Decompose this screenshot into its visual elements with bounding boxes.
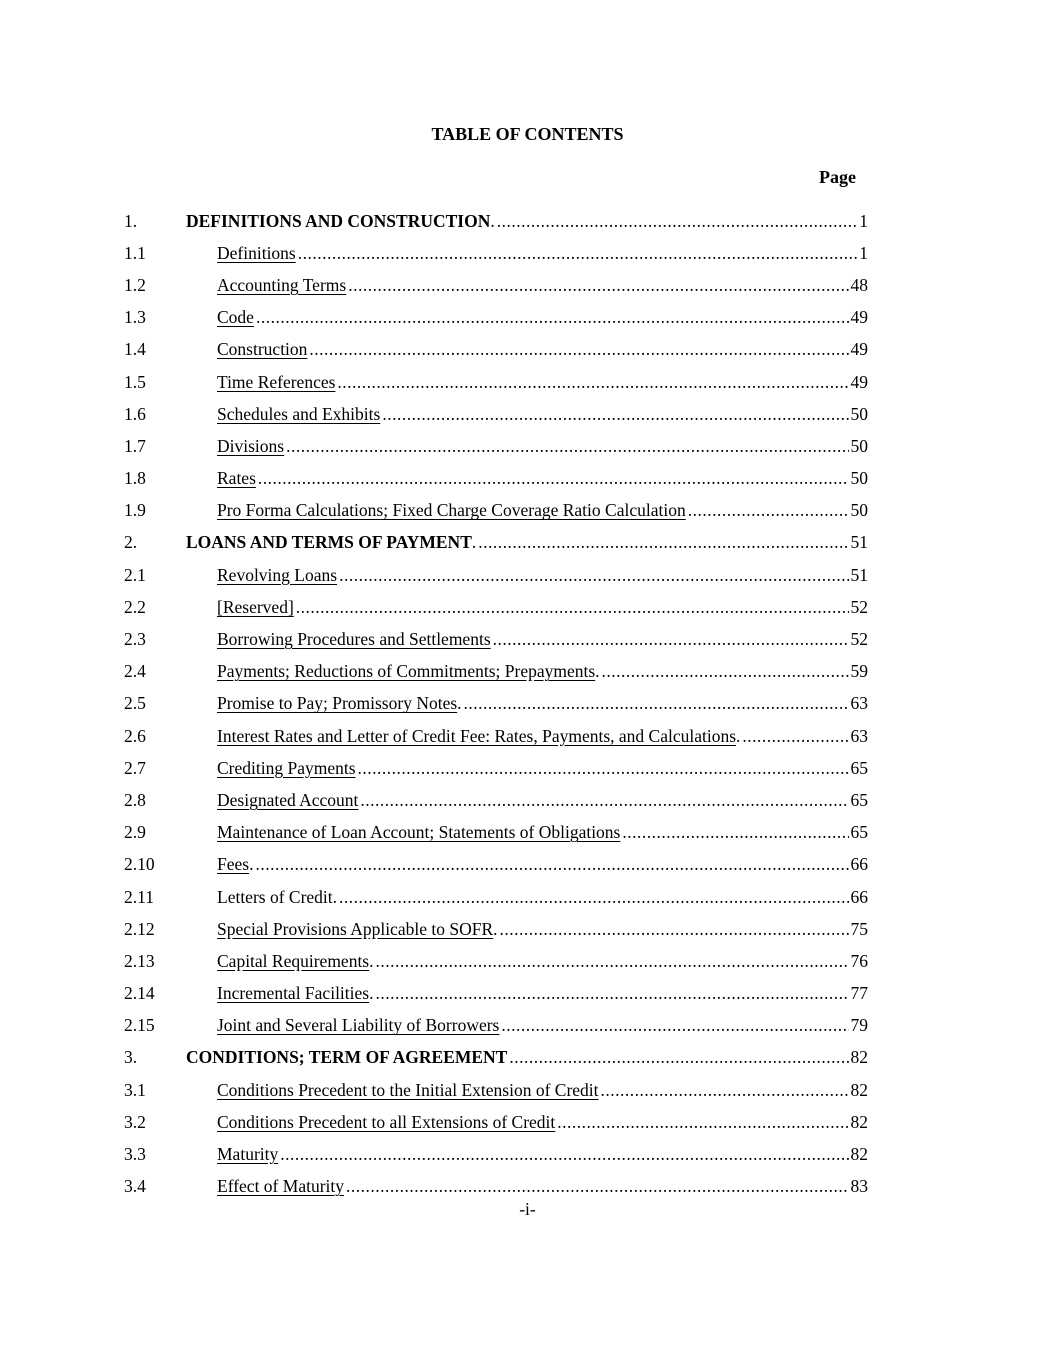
dot-leader — [688, 500, 849, 521]
dot-leader — [256, 307, 849, 328]
toc-entry-suffix: . — [471, 532, 477, 553]
toc-entry-page: 82 — [850, 1144, 868, 1165]
dot-leader — [280, 1144, 848, 1165]
toc-entry-number: 2.14 — [124, 983, 155, 1004]
toc-entry-number: 2.9 — [124, 822, 146, 843]
toc-entry-link[interactable]: Joint and Several Liability of Borrowers — [217, 1015, 500, 1036]
toc-entry[interactable] — [124, 591, 868, 623]
toc-entry-page: 51 — [850, 532, 868, 553]
toc-entry-link[interactable]: Accounting Terms — [217, 274, 347, 295]
dot-leader — [339, 565, 848, 586]
toc-entry-link[interactable]: Pro Forma Calculations; Fixed Charge Coverage Ratio Calculation — [217, 500, 686, 521]
dot-leader — [382, 404, 848, 425]
toc-entry[interactable] — [124, 334, 868, 366]
toc-entry-number: 2. — [124, 532, 138, 553]
dot-leader — [258, 468, 849, 489]
dot-leader — [375, 983, 848, 1004]
toc-entry[interactable] — [124, 398, 868, 430]
toc-entry-number: 2.3 — [124, 629, 146, 650]
toc-entry-number: 1.4 — [124, 339, 146, 360]
toc-entry-suffix: . — [457, 693, 462, 714]
dot-leader — [478, 532, 848, 553]
toc-entry-suffix: . — [490, 210, 495, 231]
toc-entry — [124, 1042, 868, 1074]
toc-entry-number: 1.2 — [124, 274, 146, 295]
toc-entry — [124, 527, 868, 559]
toc-entry-link[interactable]: Conditions Precedent to all Extensions of Credit — [217, 1111, 556, 1132]
dot-leader — [255, 854, 848, 875]
toc-entry-number: 2.4 — [124, 661, 146, 682]
toc-entry[interactable] — [124, 430, 868, 462]
toc-entry-number: 1.3 — [124, 307, 146, 328]
toc-entry-number: 1.6 — [124, 403, 146, 424]
toc-entry-number: 2.11 — [124, 886, 154, 907]
toc-entry-page: 1 — [859, 210, 868, 231]
toc-entry-link[interactable]: Maturity — [217, 1144, 279, 1165]
toc-entry-page: 65 — [850, 822, 868, 843]
toc-entry-number: 2.12 — [124, 918, 155, 939]
toc-entry-link[interactable]: [Reserved] — [217, 596, 294, 617]
toc-entry-link[interactable]: Fees — [217, 854, 250, 875]
toc-entry-page: 83 — [850, 1176, 868, 1197]
toc-entry-page: 82 — [850, 1111, 868, 1132]
toc-entry-page: 65 — [850, 789, 868, 810]
page-column-header: Page — [819, 167, 856, 187]
dot-leader — [360, 790, 848, 811]
toc-entry-title: Letters of Credit — [217, 886, 333, 907]
toc-entry-number: 1.1 — [124, 242, 146, 263]
toc-entry-page: 50 — [850, 500, 868, 521]
dot-leader — [557, 1112, 848, 1133]
toc-entry-link[interactable]: Capital Requirements — [217, 950, 370, 971]
toc-entry[interactable] — [124, 656, 868, 688]
toc-entry-page: 52 — [850, 596, 868, 617]
dot-leader — [346, 1176, 849, 1197]
toc-entry-number: 3.3 — [124, 1144, 146, 1165]
toc-entry-number: 2.15 — [124, 1015, 155, 1036]
toc-entry-page: 79 — [850, 1015, 868, 1036]
toc-entry[interactable] — [124, 688, 868, 720]
toc-entry-link[interactable]: Divisions — [217, 435, 285, 456]
toc-entry-page: 50 — [850, 403, 868, 424]
toc-entry[interactable] — [124, 849, 868, 881]
toc-entry-link[interactable]: Schedules and Exhibits — [217, 403, 381, 424]
toc-entry-link[interactable]: Incremental Facilities — [217, 983, 370, 1004]
toc-entry[interactable] — [124, 1171, 868, 1203]
toc-entry[interactable] — [124, 752, 868, 784]
dot-leader — [464, 693, 849, 714]
toc-entry-link[interactable]: Definitions — [217, 242, 296, 263]
dot-leader — [286, 436, 848, 457]
toc-entry-link[interactable]: Borrowing Procedures and Settlements — [217, 629, 491, 650]
toc-entry[interactable] — [124, 945, 868, 977]
toc-entry[interactable] — [124, 817, 868, 849]
toc-entry-title: CONDITIONS; TERM OF AGREEMENT — [186, 1047, 508, 1068]
toc-entry-number: 3.2 — [124, 1111, 146, 1132]
dot-leader — [339, 887, 848, 908]
toc-entry-title: LOANS AND TERMS OF PAYMENT — [186, 532, 472, 553]
dot-leader — [602, 661, 849, 682]
dot-leader — [309, 339, 848, 360]
toc-entry-number: 1.9 — [124, 500, 146, 521]
toc-entry[interactable] — [124, 1138, 868, 1170]
toc-entry-number: 3.4 — [124, 1176, 146, 1197]
toc-entry-suffix: . — [595, 661, 600, 682]
toc-entry-number: 2.13 — [124, 950, 155, 971]
toc-entry-link[interactable]: Crediting Payments — [217, 757, 356, 778]
dot-leader — [348, 275, 848, 296]
toc-entry-link[interactable]: Payments; Reductions of Commitments; Prepayments — [217, 661, 596, 682]
dot-leader — [296, 597, 849, 618]
toc-entry[interactable] — [124, 302, 868, 334]
toc-entry-link[interactable]: Effect of Maturity — [217, 1176, 344, 1197]
toc-entry-link[interactable]: Code — [217, 307, 254, 328]
dot-leader — [622, 822, 848, 843]
dot-leader — [337, 372, 848, 393]
toc-entry-page: 66 — [850, 886, 868, 907]
page-number-footer: -i- — [519, 1199, 536, 1219]
toc-entry[interactable] — [124, 1010, 868, 1042]
toc-entry-suffix: . — [369, 950, 374, 971]
toc-entry[interactable] — [124, 784, 868, 816]
toc-entry-link[interactable]: Maintenance of Loan Account; Statements of Obligations — [217, 822, 621, 843]
dot-leader — [376, 951, 849, 972]
toc-entry[interactable] — [124, 463, 868, 495]
toc-entry-link[interactable]: Conditions Precedent to the Initial Extension of Credit — [217, 1079, 599, 1100]
toc-entry-page: 51 — [850, 564, 868, 585]
toc-entry-link[interactable]: Designated Account — [217, 789, 359, 810]
toc-entry[interactable] — [124, 978, 868, 1010]
toc-entry-page: 63 — [850, 693, 868, 714]
toc-entry[interactable] — [124, 237, 868, 269]
toc-entry-title: DEFINITIONS AND CONSTRUCTION — [186, 210, 491, 231]
toc-entry-number: 2.5 — [124, 693, 146, 714]
toc-entry-page: 48 — [850, 274, 868, 295]
dot-leader — [509, 1047, 848, 1068]
toc-entry-page: 1 — [859, 242, 868, 263]
toc-entry-page: 50 — [850, 435, 868, 456]
toc-entry-number: 2.6 — [124, 725, 146, 746]
toc-entry-number: 1.7 — [124, 435, 146, 456]
toc-entry-page: 59 — [850, 661, 868, 682]
toc-entry-page: 49 — [850, 339, 868, 360]
toc-entry-number: 2.8 — [124, 789, 146, 810]
toc-entry-link[interactable]: Special Provisions Applicable to SOFR — [217, 918, 494, 939]
toc-entry-page: 49 — [850, 307, 868, 328]
toc-entry-link[interactable]: Interest Rates and Letter of Credit Fee: Rates, Payments, and Calculations — [217, 725, 737, 746]
toc-entry-link[interactable]: Construction — [217, 339, 308, 360]
dot-leader — [358, 758, 849, 779]
toc-entry-page: 52 — [850, 629, 868, 650]
toc-entry[interactable] — [124, 269, 868, 301]
toc-entry-number: 2.10 — [124, 854, 155, 875]
toc-entry — [124, 881, 868, 913]
toc-entry-page: 75 — [850, 918, 868, 939]
toc-entry-page: 65 — [850, 757, 868, 778]
toc-entry[interactable] — [124, 913, 868, 945]
toc-entry-number: 2.1 — [124, 564, 146, 585]
toc-entry-number: 1. — [124, 210, 138, 231]
toc-entry-suffix: . — [493, 918, 498, 939]
toc-entry-suffix: . — [332, 886, 338, 907]
toc-entry-suffix: . — [369, 983, 374, 1004]
toc-entry-number: 1.5 — [124, 371, 146, 392]
toc-entry[interactable] — [124, 495, 868, 527]
table-of-contents — [124, 205, 868, 1203]
toc-entry — [124, 205, 868, 237]
toc-entry-page: 63 — [850, 725, 868, 746]
toc-entry-page: 49 — [850, 371, 868, 392]
toc-entry[interactable] — [124, 720, 868, 752]
toc-entry-page: 66 — [850, 854, 868, 875]
toc-entry-link[interactable]: Promise to Pay; Promissory Notes — [217, 693, 458, 714]
dot-leader — [298, 243, 858, 264]
dot-leader — [493, 629, 849, 650]
toc-entry-page: 77 — [850, 983, 868, 1004]
toc-entry-page: 76 — [850, 950, 868, 971]
toc-entry-number: 1.8 — [124, 468, 146, 489]
toc-entry[interactable] — [124, 559, 868, 591]
page-title: TABLE OF CONTENTS — [431, 124, 624, 144]
toc-entry-number: 2.2 — [124, 596, 146, 617]
dot-leader — [742, 726, 848, 747]
toc-entry-link[interactable]: Revolving Loans — [217, 564, 338, 585]
dot-leader — [500, 919, 849, 940]
toc-entry-page: 82 — [850, 1047, 868, 1068]
toc-entry[interactable] — [124, 366, 868, 398]
toc-entry-number: 2.7 — [124, 757, 146, 778]
dot-leader — [601, 1080, 849, 1101]
toc-entry-suffix: . — [249, 854, 254, 875]
toc-entry-suffix: . — [736, 725, 741, 746]
toc-entry-page: 50 — [850, 468, 868, 489]
toc-entry-page: 82 — [850, 1079, 868, 1100]
dot-leader — [501, 1015, 848, 1036]
toc-entry[interactable] — [124, 623, 868, 655]
toc-entry-link[interactable]: Rates — [217, 468, 256, 489]
toc-entry-number: 3. — [124, 1047, 138, 1068]
toc-entry-number: 3.1 — [124, 1079, 146, 1100]
toc-entry[interactable] — [124, 1106, 868, 1138]
toc-entry-link[interactable]: Time References — [217, 371, 336, 392]
dot-leader — [497, 211, 858, 232]
toc-entry[interactable] — [124, 1074, 868, 1106]
